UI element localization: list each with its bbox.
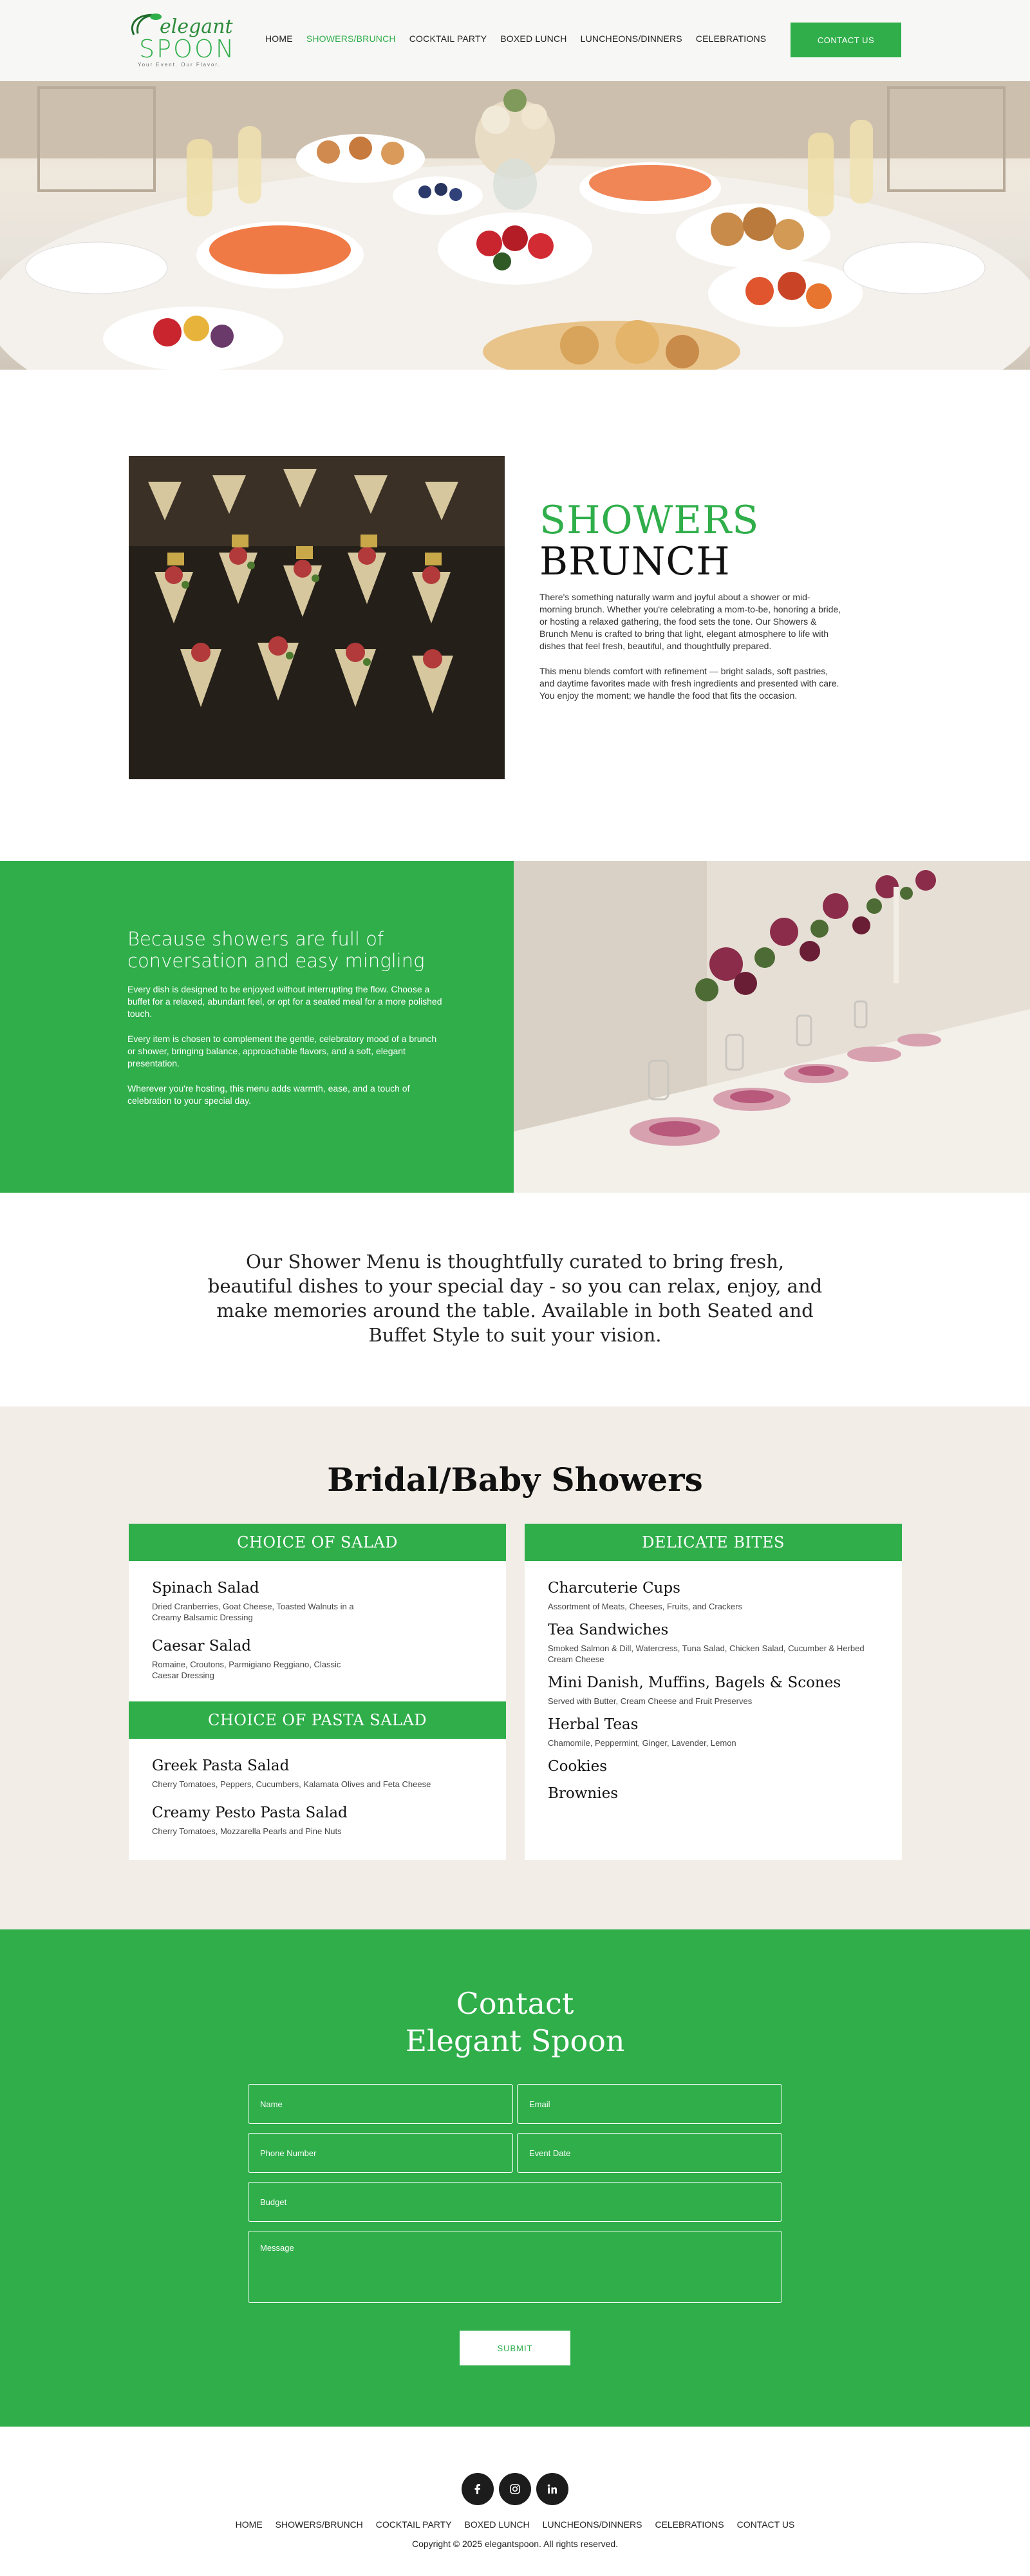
footer-link-contact-us[interactable]: CONTACT US (736, 2519, 795, 2530)
menu-item-desc: Romaine, Croutons, Parmigiano Reggiano, Classic Caesar Dressing (152, 1660, 341, 1680)
footer-link-showers-brunch[interactable]: SHOWERS/BRUNCH (275, 2519, 363, 2530)
footer-link-boxed-lunch[interactable]: BOXED LUNCH (464, 2519, 530, 2530)
menu-item (152, 1804, 484, 1837)
budget-field[interactable]: Budget (248, 2182, 782, 2222)
nav-home[interactable]: HOME (265, 33, 293, 44)
contact-us-button[interactable]: CONTACT US (791, 23, 901, 57)
nav-luncheons-dinners[interactable]: LUNCHEONS/DINNERS (580, 33, 682, 44)
menu-item-name: Mini Danish, Muffins, Bagels & Scones (548, 1674, 841, 1691)
intro-title-line2: BRUNCH (539, 539, 731, 584)
intro-content (539, 500, 842, 702)
linkedin-icon[interactable] (536, 2473, 568, 2505)
feature-band (0, 861, 1030, 1193)
footer-link-luncheons-dinners[interactable]: LUNCHEONS/DINNERS (542, 2519, 642, 2530)
menu-item-desc: Dried Cranberries, Goat Cheese, Toasted Walnuts in a Creamy Balsamic Dressing (152, 1602, 354, 1622)
menu-item-name: Herbal Teas (548, 1716, 639, 1733)
menu-item-name: Charcuterie Cups (548, 1580, 680, 1596)
copyright-text: Copyright © 2025 elegantspoon. All rights reserved. (411, 2539, 619, 2549)
menu-item (548, 1757, 880, 1776)
feature-panel (0, 861, 514, 1193)
contact-title-line1: Contact (456, 1986, 574, 2021)
main-nav (265, 33, 766, 44)
phone-field[interactable]: Phone Number (248, 2133, 513, 2173)
menu-item (548, 1621, 880, 1665)
feature-heading: Because showers are full of conversation and easy mingling (127, 928, 425, 972)
facebook-icon[interactable] (462, 2473, 494, 2505)
feature-paragraph: Wherever you're hosting, this menu adds warmth, ease, and a touch of celebration to your special day. (127, 1083, 410, 1106)
pasta-salad-heading: CHOICE OF PASTA SALAD (129, 1701, 506, 1739)
footer-link-cocktail-party[interactable]: COCKTAIL PARTY (375, 2519, 452, 2530)
intro-paragraph: This menu blends comfort with refinement — bright salads, soft pastries, and daytime favorites made with fresh ingredients and presented with care. You enjoy the moment; we handle the food that fits the occasion. (539, 666, 839, 701)
contact-title-line2: Elegant Spoon (405, 2023, 625, 2058)
menu-item-name: Creamy Pesto Pasta Salad (152, 1804, 348, 1821)
submit-button[interactable]: SUBMIT (460, 2331, 570, 2365)
message-field[interactable]: Message (248, 2231, 782, 2303)
menu-section (0, 1406, 1030, 1929)
menu-item-desc: Cherry Tomatoes, Peppers, Cucumbers, Kalamata Olives and Feta Cheese (152, 1779, 431, 1789)
footer-link-home[interactable]: HOME (235, 2519, 263, 2530)
site-footer (0, 2427, 1030, 2576)
menu-item-desc: Smoked Salmon & Dill, Watercress, Tuna Salad, Chicken Salad, Cucumber & Herbed Cream Cheese (548, 1643, 865, 1664)
salad-heading: CHOICE OF SALAD (129, 1524, 506, 1561)
menu-item-name: Cookies (548, 1758, 607, 1775)
menu-title: Bridal/Baby Showers (327, 1461, 703, 1499)
nav-showers-brunch[interactable]: SHOWERS/BRUNCH (306, 33, 396, 44)
menu-item-name: Greek Pasta Salad (152, 1757, 290, 1774)
brunch-table-image (0, 81, 1030, 370)
menu-item (548, 1579, 880, 1612)
menu-item-name: Tea Sandwiches (548, 1622, 669, 1638)
nav-cocktail-party[interactable]: COCKTAIL PARTY (409, 33, 487, 44)
feature-paragraph: Every dish is designed to be enjoyed without interrupting the flow. Choose a buffet for a relaxed, abundant feel, or opt for a seated meal for a more polished touch. (127, 984, 442, 1019)
intro-title-line1: SHOWERS (539, 498, 760, 543)
site-header (0, 0, 1030, 81)
menu-item-desc: Assortment of Meats, Cheeses, Fruits, and Crackers (548, 1602, 742, 1611)
charcuterie-cups-image (129, 456, 505, 779)
menu-item-desc: Served with Butter, Cream Cheese and Fruit Preserves (548, 1696, 753, 1706)
instagram-icon[interactable] (499, 2473, 531, 2505)
hero-banner (0, 81, 1030, 370)
menu-item-desc: Cherry Tomatoes, Mozzarella Pearls and Pine Nuts (152, 1826, 342, 1836)
email-field[interactable]: Email (517, 2084, 782, 2124)
logo-script: elegant (160, 15, 233, 38)
brand-logo[interactable] (127, 10, 236, 68)
footer-nav (0, 2519, 1030, 2530)
menu-item-name: Caesar Salad (152, 1638, 252, 1654)
menu-item-desc: Chamomile, Peppermint, Ginger, Lavender, Lemon (548, 1738, 736, 1748)
contact-section (0, 1929, 1030, 2427)
menu-item (548, 1674, 880, 1707)
feature-paragraph: Every item is chosen to complement the gentle, celebratory mood of a brunch or shower, bringing balance, approachable flavors, and a soft, elegant presentation. (127, 1034, 437, 1068)
nav-boxed-lunch[interactable]: BOXED LUNCH (500, 33, 567, 44)
event-date-field[interactable]: Event Date (517, 2133, 782, 2173)
logo-word: SPOON (139, 35, 236, 63)
menu-item-name: Spinach Salad (152, 1580, 259, 1596)
menu-item (152, 1637, 484, 1681)
floral-table-image (514, 861, 1030, 1193)
delicate-bites-card (525, 1524, 902, 1860)
menu-item (548, 1716, 880, 1748)
salad-menu-card (129, 1524, 506, 1860)
menu-item (152, 1579, 484, 1623)
nav-celebrations[interactable]: CELEBRATIONS (695, 33, 767, 44)
menu-statement: Our Shower Menu is thoughtfully curated to bring fresh, beautiful dishes to your special day - so you can relax, enjoy, and make memories around the table. Available in both Seated and Buffet Style to suit your vision. (207, 1251, 823, 1346)
menu-item-name: Brownies (548, 1785, 619, 1802)
delicate-bites-heading: DELICATE BITES (525, 1524, 902, 1561)
menu-item (152, 1757, 484, 1790)
menu-item (548, 1785, 880, 1803)
contact-title (0, 1985, 1030, 2060)
intro-paragraph: There's something naturally warm and joyful about a shower or mid-morning brunch. Whether you're celebrating a mom-to-be, honoring a bride, or hosting a relaxed gathering, the food sets the tone. Our Showers & Brunch Menu is crafted to bring that light, elegant atmosphere to life with dishes that feel fresh, beautiful, and thoughtfully prepared. (539, 592, 841, 651)
name-field[interactable]: Name (248, 2084, 513, 2124)
logo-tagline: Your Event. Our Flavor. (138, 62, 221, 68)
footer-link-celebrations[interactable]: CELEBRATIONS (655, 2519, 724, 2530)
